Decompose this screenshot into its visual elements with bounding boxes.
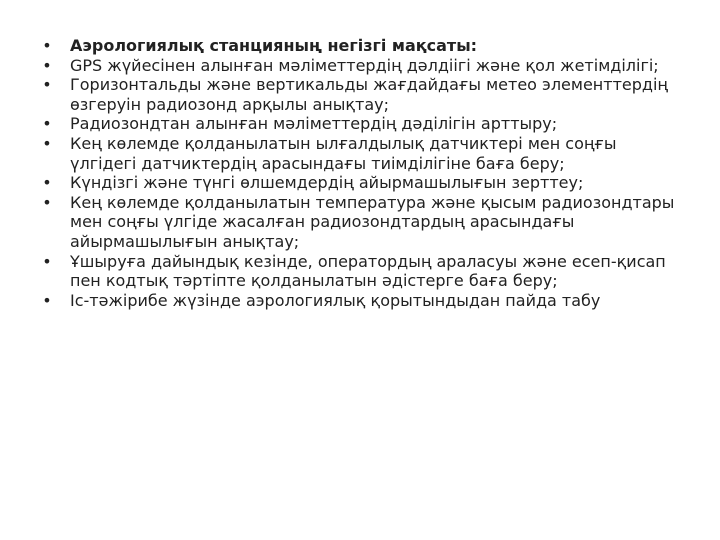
bullet-text: Кең көлемде қолданылатын ылғалдылық датчиктері мен соңғы үлгідегі датчиктердің арасындағы тиімділігіне баға беру; bbox=[70, 133, 617, 173]
bullet-item bbox=[40, 291, 680, 311]
bullet-text: Кең көлемде қолданылатын температура және қысым радиозондтары мен соңғы үлгіде жасалған радиозондтардың арасындағы айырмашылығын анықтау; bbox=[70, 192, 675, 251]
bullet-item-heading bbox=[40, 36, 680, 56]
bullet-list bbox=[40, 36, 680, 310]
bullet-item bbox=[40, 173, 680, 193]
bullet-text: Іс-тәжірибе жүзінде аэрологиялық қорытындыдан пайда табу bbox=[70, 290, 601, 310]
bullet-item bbox=[40, 134, 680, 173]
bullet-item bbox=[40, 56, 680, 76]
bullet-dot-icon: • bbox=[42, 192, 52, 212]
bullet-dot-icon: • bbox=[42, 173, 52, 193]
bullet-dot-icon: • bbox=[42, 290, 52, 310]
bullet-text: Ұшыруға дайындық кезінде, оператордың араласуы және есеп-қисап пен кодтық тәртіпте қолданылатын әдістерге баға беру; bbox=[70, 251, 666, 291]
bullet-item bbox=[40, 252, 680, 291]
bullet-item bbox=[40, 114, 680, 134]
bullet-item bbox=[40, 75, 680, 114]
bullet-text: Горизонтальды және вертикальды жағдайдағы метео элементтердің өзгеруін радиозонд арқылы анықтау; bbox=[70, 75, 668, 114]
bullet-text: Күндізгі және түнгі өлшемдердің айырмашылығын зерттеу; bbox=[70, 173, 584, 193]
bullet-dot-icon: • bbox=[42, 133, 52, 153]
bullet-text: Аэрологиялық станцияның негізгі мақсаты: bbox=[70, 36, 478, 55]
bullet-dot-icon: • bbox=[42, 75, 52, 95]
bullet-dot-icon: • bbox=[42, 36, 52, 55]
bullet-dot-icon: • bbox=[42, 251, 52, 271]
bullet-dot-icon: • bbox=[42, 114, 52, 134]
bullet-text: GPS жүйесінен алынған мәліметтердің дәлдіігі және қол жетімділігі; bbox=[70, 55, 659, 75]
bullet-item bbox=[40, 193, 680, 252]
bullet-text: Радиозондтан алынған мәліметтердің дәділігін арттыру; bbox=[70, 114, 558, 134]
bullet-dot-icon: • bbox=[42, 55, 52, 75]
